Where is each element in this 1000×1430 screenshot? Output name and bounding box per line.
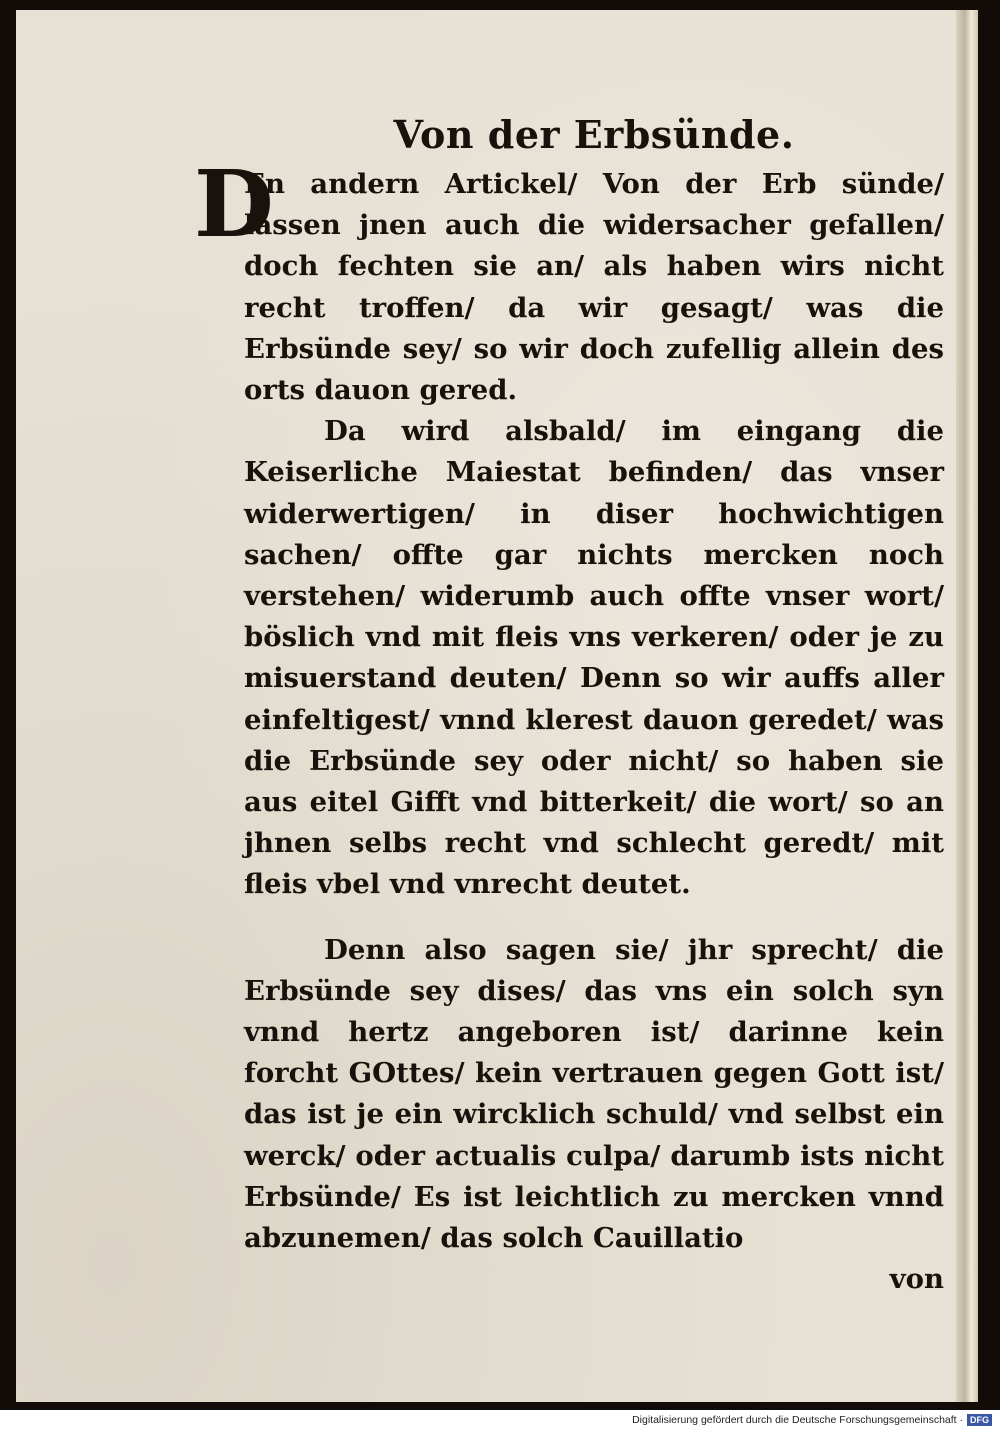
text-block (194, 110, 944, 1300)
drop-capital: D (194, 150, 274, 258)
chapter-heading: Von der Erbsünde. (393, 112, 795, 157)
funding-credit: Digitalisierung gefördert durch die Deutsche Forschungsgemeinschaft · (632, 1414, 963, 1426)
paragraph-2: Da wird alsbald/ im eingang die Keiserliche Maiestat befinden/ das vnser widerwertigen/ in diser hochwichtigen sachen/ offte gar nichts mercken noch verstehen/ widerumb auch offte vnser wort/ böslich vnd mit fleis vns verkeren/ oder je zu misuerstand deuten/ Denn so wir auffs aller einfeltigest/ vnnd klerest dauon geredet/ was die Erbsünde sey oder nicht/ so haben sie aus eitel Gifft vnd bitterkeit/ die wort/ so an jhnen selbs recht vnd schlecht geredt/ mit fleis vbel vnd vnrecht deutet. (244, 415, 944, 901)
page-edge-shadow (956, 10, 978, 1402)
paragraph-3: Denn also sagen sie/ jhr sprecht/ die Erbsünde sey dises/ das vns ein solch syn vnnd hertz angeboren ist/ darinne kein forcht GOttes/ kein vertrauen gegen Gott ist/ das ist je ein wircklich schuld/ vnd selbst ein werck/ oder actualis culpa/ darumb ists nicht Erbsünde/ Es ist leichtlich zu mercken vnnd abzunemen/ das solch Cauillatio (244, 933, 944, 1255)
catchword: von (889, 1263, 944, 1296)
footer-credit-bar (0, 1410, 1000, 1430)
paragraph-1-text: En andern Artickel/ Von der Erb sünde/ lassen jnen auch die widersacher gefallen/ doch fechten sie an/ als haben wirs nicht recht troffen/ da wir gesagt/ was die Erbsünde sey/ so wir doch zufellig allein des orts dauon gered. (244, 168, 944, 407)
paragraph-1 (194, 150, 944, 411)
book-page (16, 10, 978, 1402)
dfg-logo-icon: DFG (967, 1414, 992, 1426)
